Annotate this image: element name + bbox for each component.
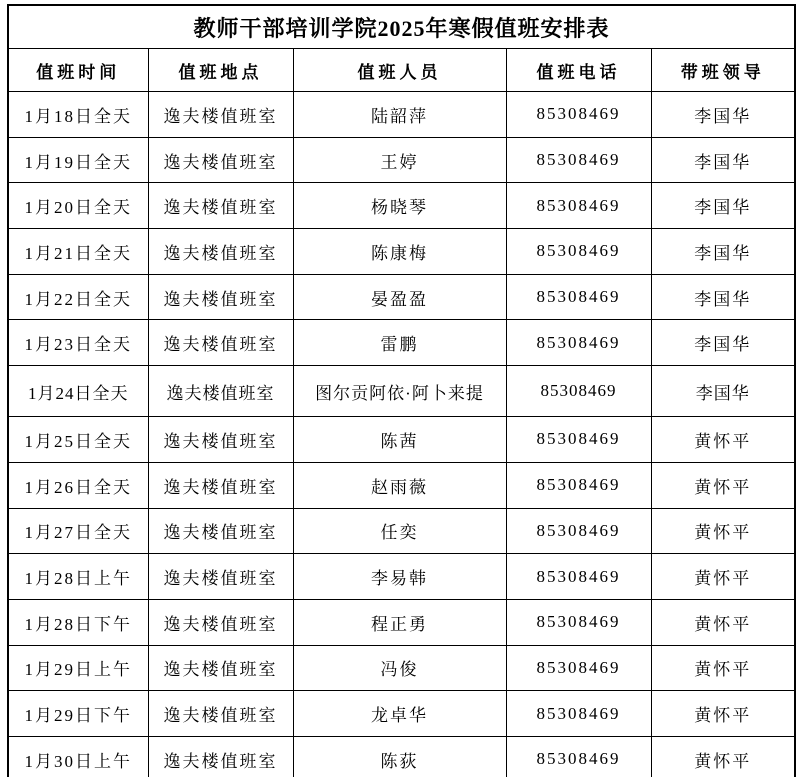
table-cell: 逸夫楼值班室 <box>148 366 293 417</box>
table-cell: 85308469 <box>506 366 651 417</box>
table-row <box>8 462 795 508</box>
table-cell: 1月26日全天 <box>8 462 148 508</box>
table-cell: 陈茜 <box>293 417 506 463</box>
table-cell: 1月29日上午 <box>8 645 148 691</box>
table-cell: 王婷 <box>293 137 506 183</box>
table-cell: 李国华 <box>651 137 795 183</box>
table-cell: 黄怀平 <box>651 508 795 554</box>
table-cell: 1月28日上午 <box>8 554 148 600</box>
table-cell: 85308469 <box>506 92 651 138</box>
table-row <box>8 554 795 600</box>
table-cell: 逸夫楼值班室 <box>148 645 293 691</box>
table-row <box>8 417 795 463</box>
column-header-duty-person: 值班人员 <box>293 49 506 92</box>
table-cell: 85308469 <box>506 691 651 737</box>
table-cell: 1月27日全天 <box>8 508 148 554</box>
table-cell: 85308469 <box>506 599 651 645</box>
table-cell: 85308469 <box>506 736 651 777</box>
table-cell: 黄怀平 <box>651 645 795 691</box>
table-cell: 1月20日全天 <box>8 183 148 229</box>
table-cell: 赵雨薇 <box>293 462 506 508</box>
table-row <box>8 183 795 229</box>
table-cell: 李国华 <box>651 320 795 366</box>
table-header-row <box>8 49 795 92</box>
table-cell: 1月29日下午 <box>8 691 148 737</box>
table-cell: 逸夫楼值班室 <box>148 691 293 737</box>
table-cell: 逸夫楼值班室 <box>148 462 293 508</box>
table-cell: 杨晓琴 <box>293 183 506 229</box>
table-cell: 图尔贡阿依·阿卜来提 <box>293 366 506 417</box>
table-cell: 李易韩 <box>293 554 506 600</box>
table-cell: 龙卓华 <box>293 691 506 737</box>
table-cell: 陆韶萍 <box>293 92 506 138</box>
table-cell: 李国华 <box>651 183 795 229</box>
table-row <box>8 274 795 320</box>
table-cell: 1月22日全天 <box>8 274 148 320</box>
table-cell: 黄怀平 <box>651 599 795 645</box>
duty-schedule-table <box>7 4 796 777</box>
table-cell: 85308469 <box>506 137 651 183</box>
table-cell: 逸夫楼值班室 <box>148 183 293 229</box>
column-header-duty-leader: 带班领导 <box>651 49 795 92</box>
table-cell: 逸夫楼值班室 <box>148 736 293 777</box>
table-cell: 李国华 <box>651 366 795 417</box>
table-cell: 逸夫楼值班室 <box>148 137 293 183</box>
table-row <box>8 229 795 275</box>
table-cell: 1月28日下午 <box>8 599 148 645</box>
table-row <box>8 736 795 777</box>
table-body <box>8 92 795 777</box>
table-cell: 逸夫楼值班室 <box>148 554 293 600</box>
table-cell: 逸夫楼值班室 <box>148 508 293 554</box>
table-cell: 1月30日上午 <box>8 736 148 777</box>
table-cell: 李国华 <box>651 274 795 320</box>
table-cell: 陈荻 <box>293 736 506 777</box>
table-cell: 1月23日全天 <box>8 320 148 366</box>
table-cell: 85308469 <box>506 417 651 463</box>
table-cell: 85308469 <box>506 320 651 366</box>
table-cell: 逸夫楼值班室 <box>148 92 293 138</box>
table-row <box>8 599 795 645</box>
table-cell: 逸夫楼值班室 <box>148 320 293 366</box>
table-row <box>8 320 795 366</box>
table-cell: 程正勇 <box>293 599 506 645</box>
table-cell: 逸夫楼值班室 <box>148 274 293 320</box>
table-cell: 1月25日全天 <box>8 417 148 463</box>
table-cell: 85308469 <box>506 229 651 275</box>
table-cell: 逸夫楼值班室 <box>148 599 293 645</box>
table-cell: 85308469 <box>506 274 651 320</box>
table-cell: 李国华 <box>651 229 795 275</box>
table-cell: 黄怀平 <box>651 554 795 600</box>
table-title-row <box>8 5 795 49</box>
table-cell: 冯俊 <box>293 645 506 691</box>
table-cell: 雷鹏 <box>293 320 506 366</box>
table-cell: 任奕 <box>293 508 506 554</box>
table-row <box>8 691 795 737</box>
table-cell: 85308469 <box>506 183 651 229</box>
table-cell: 陈康梅 <box>293 229 506 275</box>
table-row <box>8 645 795 691</box>
table-cell: 黄怀平 <box>651 417 795 463</box>
table-cell: 85308469 <box>506 462 651 508</box>
column-header-duty-place: 值班地点 <box>148 49 293 92</box>
table-cell: 85308469 <box>506 508 651 554</box>
column-header-duty-phone: 值班电话 <box>506 49 651 92</box>
table-cell: 晏盈盈 <box>293 274 506 320</box>
table-row <box>8 366 795 417</box>
table-row <box>8 137 795 183</box>
table-cell: 1月18日全天 <box>8 92 148 138</box>
table-cell: 1月21日全天 <box>8 229 148 275</box>
table-cell: 85308469 <box>506 554 651 600</box>
column-header-duty-time: 值班时间 <box>8 49 148 92</box>
table-cell: 1月24日全天 <box>8 366 148 417</box>
table-cell: 黄怀平 <box>651 691 795 737</box>
table-cell: 逸夫楼值班室 <box>148 229 293 275</box>
table-cell: 逸夫楼值班室 <box>148 417 293 463</box>
table-cell: 1月19日全天 <box>8 137 148 183</box>
table-row <box>8 92 795 138</box>
table-cell: 李国华 <box>651 92 795 138</box>
table-cell: 黄怀平 <box>651 462 795 508</box>
table-row <box>8 508 795 554</box>
table-cell: 黄怀平 <box>651 736 795 777</box>
page-title: 教师干部培训学院2025年寒假值班安排表 <box>8 5 795 49</box>
table-cell: 85308469 <box>506 645 651 691</box>
